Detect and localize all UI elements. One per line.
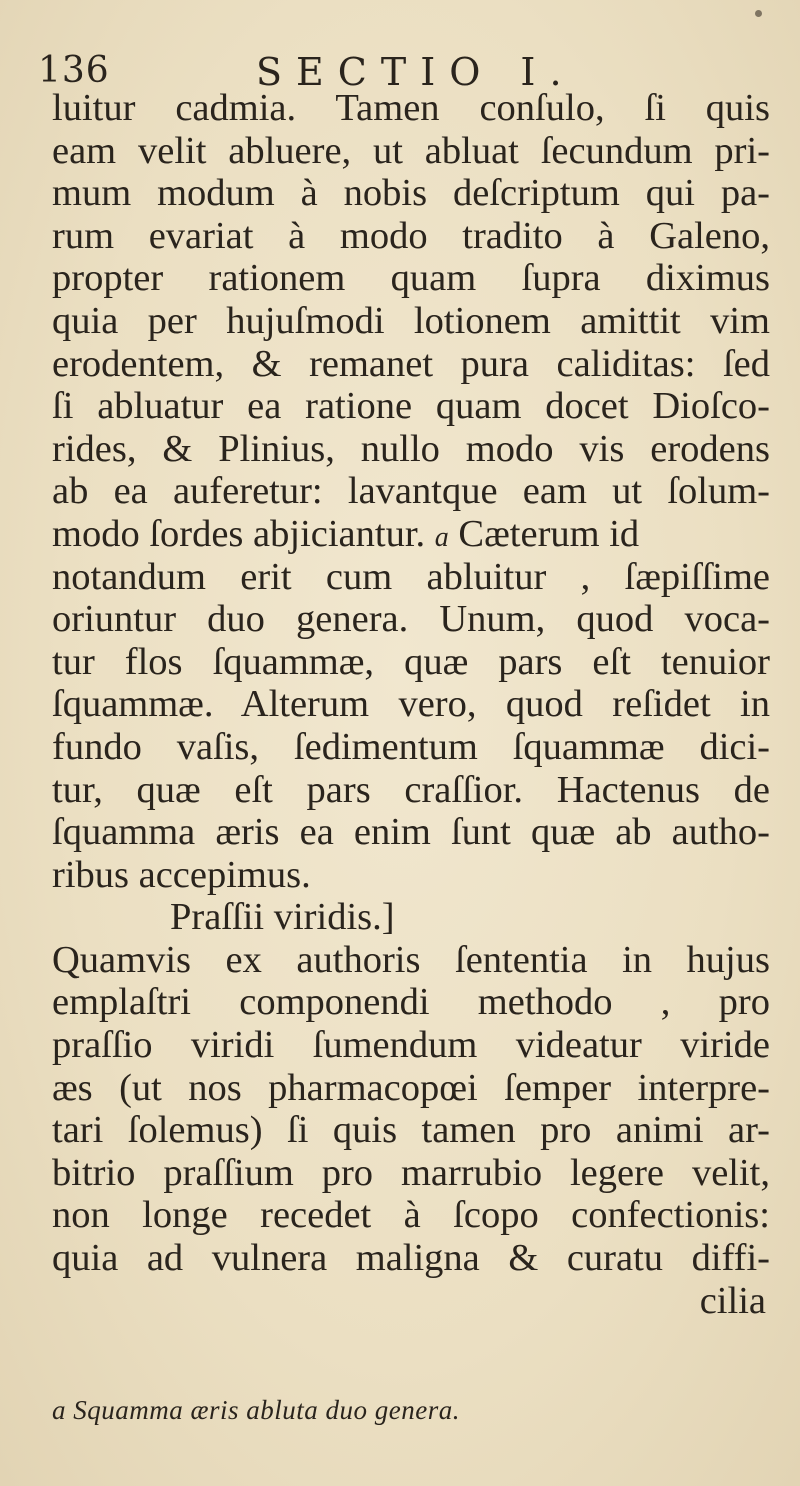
- text-line: mum modum à nobis deſcriptum qui pa-: [52, 172, 770, 215]
- text-line: tur, quæ eſt pars craſſior. Hactenus de: [52, 768, 770, 811]
- marginal-footnote: a Squamma æris abluta duo genera.: [52, 1395, 460, 1425]
- text-line: eam velit abluere, ut abluat ſecundum pri-: [52, 129, 770, 172]
- text-line: quia ad vulnera maligna & curatu diffi-: [52, 1237, 770, 1280]
- text-line: luitur cadmia. Tamen conſulo, ſi quis: [52, 87, 770, 129]
- lemma-heading: Praſſii viridis.]: [170, 896, 395, 939]
- text-line: tur flos ſquammæ, quæ pars eſt tenuior: [52, 640, 770, 683]
- text-line: rum evariat à modo tradito à Galeno,: [52, 214, 770, 257]
- text-line: tari ſolemus) ſi quis tamen pro animi ar-: [52, 1109, 770, 1152]
- text-segment: modo ſordes abjiciantur.: [52, 512, 426, 555]
- text-segment: Cæterum id: [458, 512, 640, 555]
- running-head: SECTIO I.: [256, 50, 576, 94]
- text-line: propter rationem quam ſupra diximus: [52, 257, 770, 300]
- text-line: bitrio praſſium pro marrubio legere velit,: [52, 1151, 770, 1194]
- text-line: ab ea auferetur: lavantque eam ut ſolum-: [52, 470, 770, 513]
- text-line: quia per hujuſmodi lotionem amittit vim: [52, 299, 770, 342]
- text-line: ſquamma æris ea enim ſunt quæ ab autho-: [52, 811, 770, 854]
- text-line: æs (ut nos pharmacopœi ſemper interpre-: [52, 1066, 770, 1109]
- text-line: ſi abluatur ea ratione quam docet Dioſco-: [52, 385, 770, 428]
- text-line: ribus accepimus.: [52, 853, 311, 896]
- text-line: emplaſtri componendi methodo , pro: [52, 981, 770, 1024]
- text-line: praſſio viridi ſumendum videatur viride: [52, 1024, 770, 1067]
- page-number: 136: [38, 50, 110, 91]
- footnote-marker: a: [434, 521, 449, 553]
- text-line: non longe recedet à ſcopo confectionis:: [52, 1194, 770, 1237]
- ink-speck: [755, 10, 762, 17]
- text-line: notandum erit cum abluitur , ſæpiſſime: [52, 555, 770, 598]
- catchword: cilia: [699, 1279, 766, 1322]
- text-line: ſquammæ. Alterum vero, quod reſidet in: [52, 683, 770, 726]
- body-text: [52, 87, 770, 1322]
- text-line: rides, & Plinius, nullo modo vis erodens: [52, 427, 770, 470]
- text-line: oriuntur duo genera. Unum, quod voca-: [52, 598, 770, 641]
- text-line-with-marker: [52, 513, 770, 556]
- text-line: Quamvis ex authoris ſententia in hujus: [52, 938, 770, 981]
- text-line: fundo vaſis, ſedimentum ſquammæ dici-: [52, 725, 770, 768]
- text-line: erodentem, & remanet pura caliditas: ſed: [52, 342, 770, 385]
